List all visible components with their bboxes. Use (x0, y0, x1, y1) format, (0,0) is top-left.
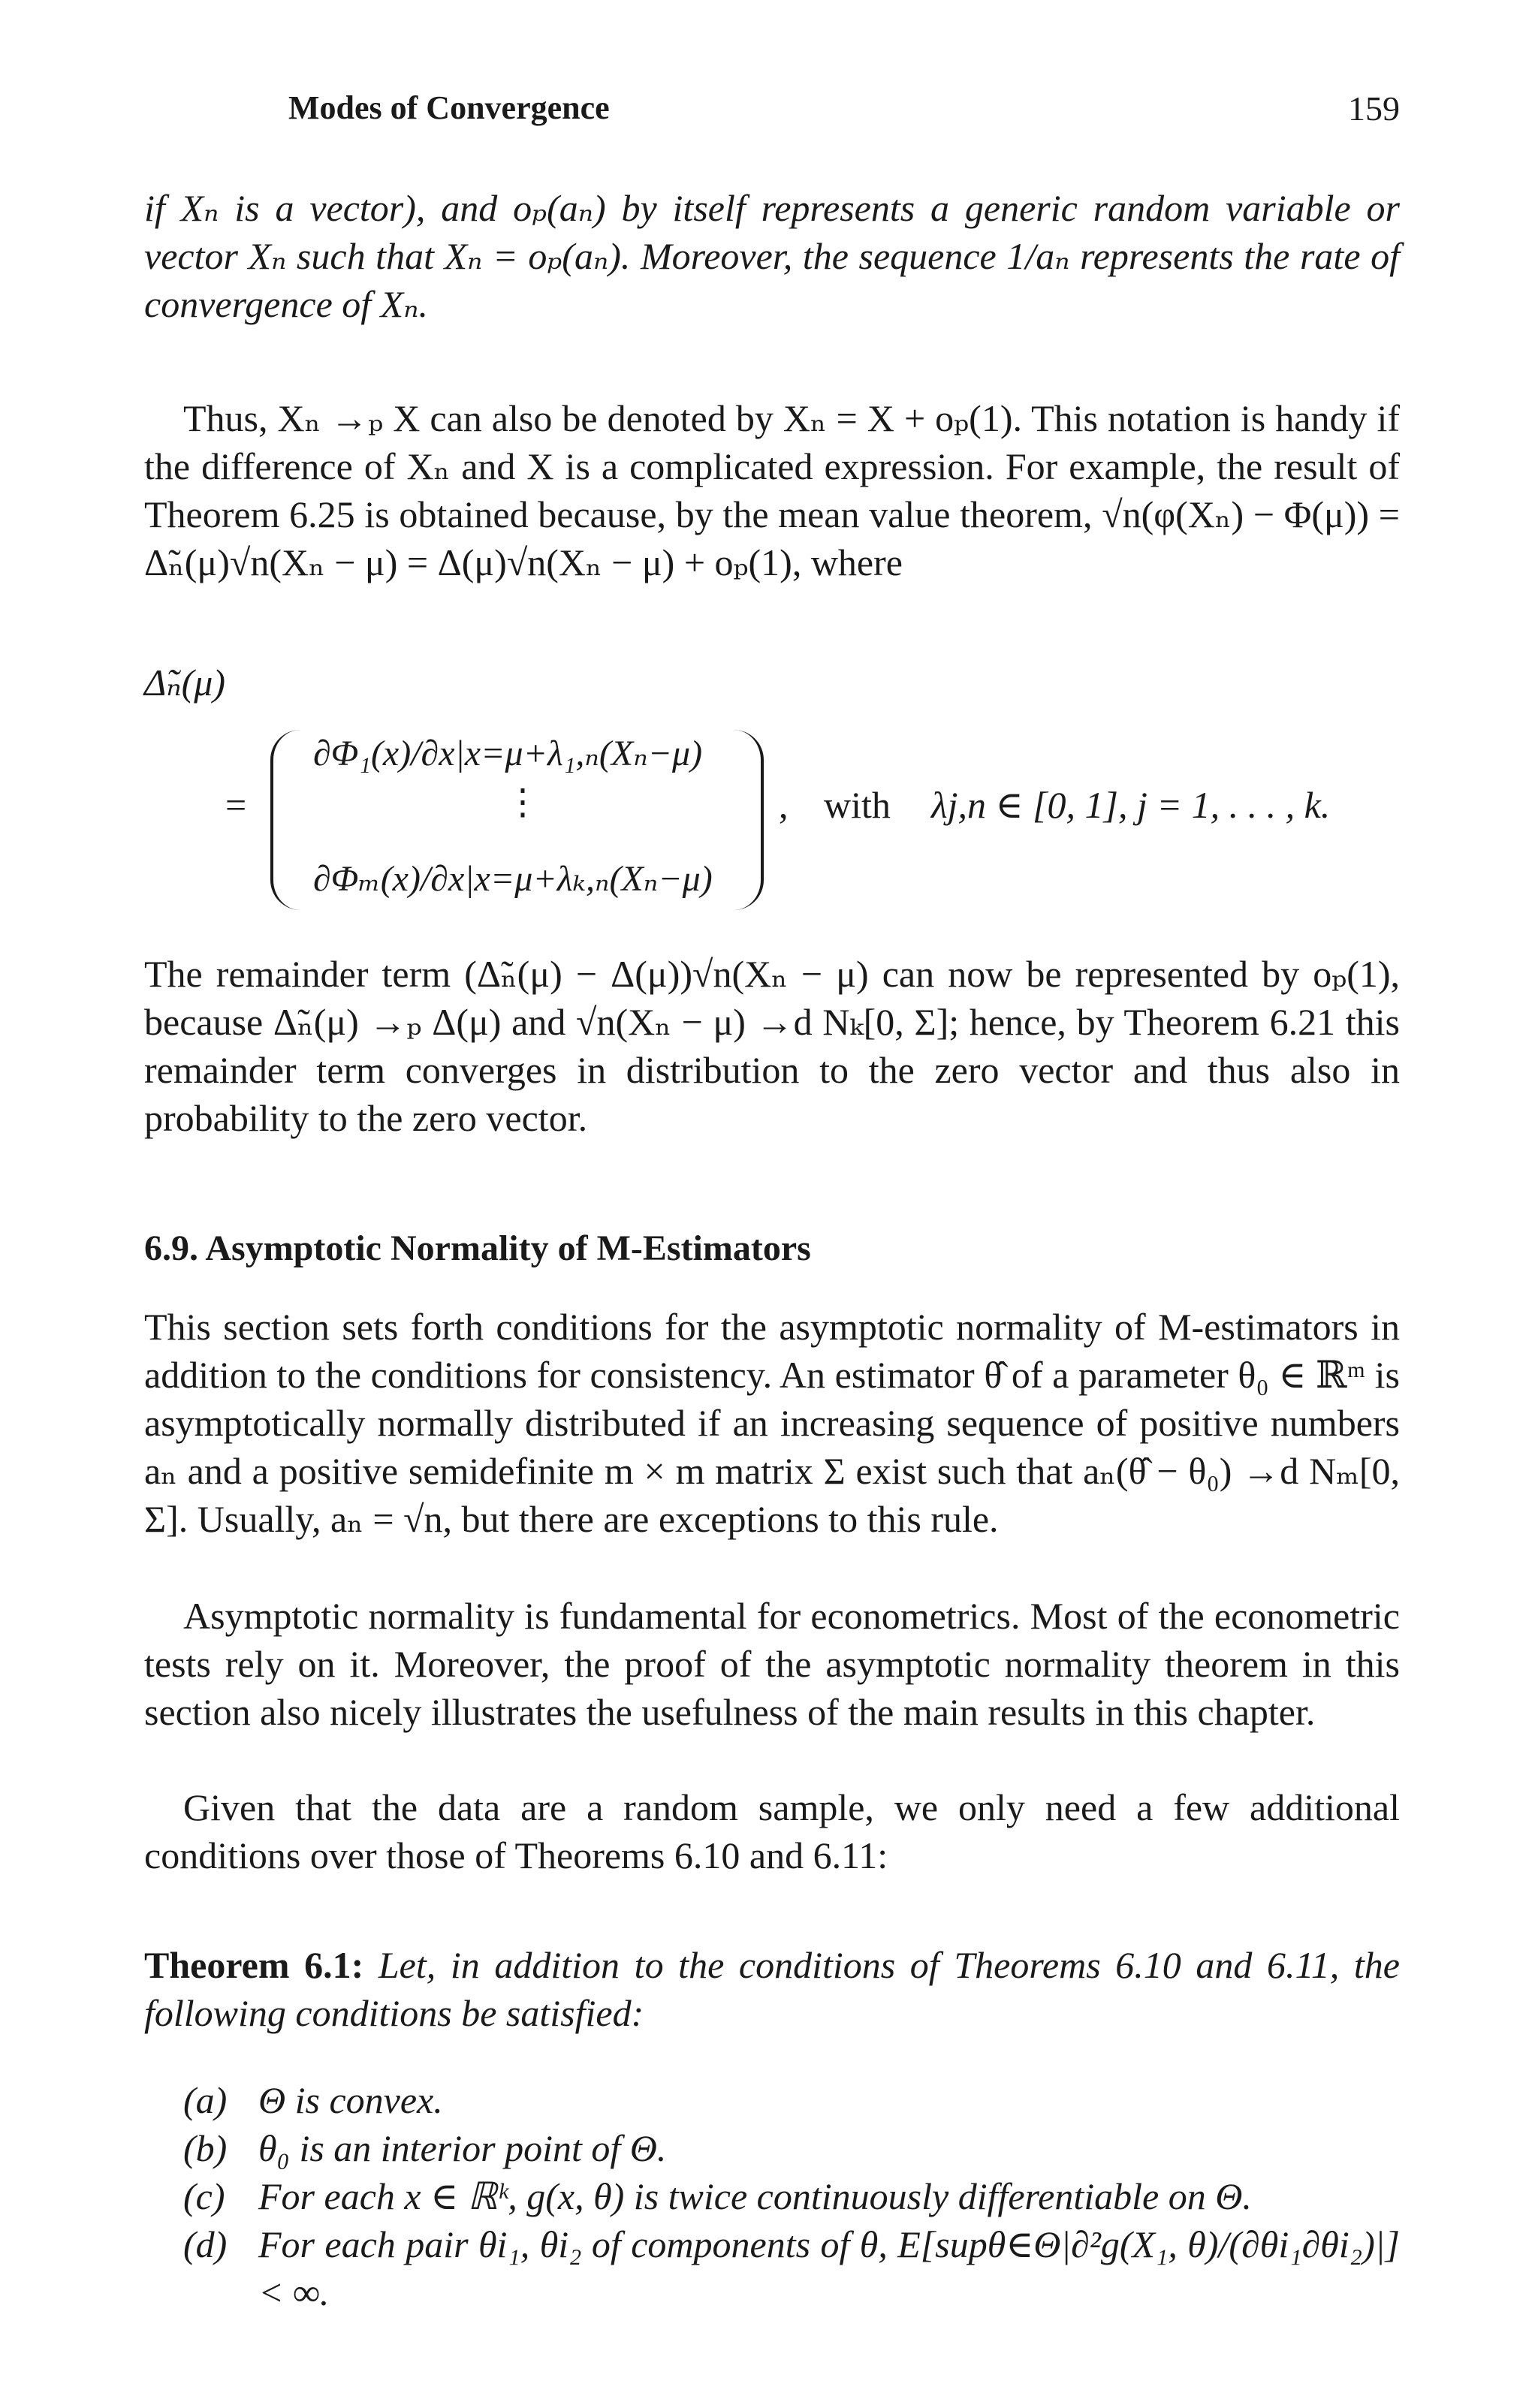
equation-equals: = (225, 784, 247, 826)
matrix-row-1: ∂Φ₁(x)/∂x|x=μ+λ₁,ₙ(Xₙ−μ) (313, 734, 703, 773)
condition-text: θ₀ is an interior point of Θ. (258, 2127, 667, 2169)
equation-with: with (824, 784, 891, 826)
paragraph-definition-end: if Xₙ is a vector), and oₚ(aₙ) by itself represents a generic random variable or vector Xₙ such that Xₙ = oₚ(aₙ). Moreover, the sequence 1/aₙ represents the rate of convergence of Xₙ. (144, 187, 1400, 325)
matrix-row-3: ∂Φₘ(x)/∂x|x=μ+λₖ,ₙ(Xₙ−μ) (313, 859, 713, 899)
equation-delta-tilde (144, 661, 1400, 916)
list-item (183, 2076, 1400, 2124)
condition-tag: (a) (183, 2079, 228, 2121)
theorem-statement (144, 1941, 1400, 2037)
condition-tag: (b) (183, 2127, 228, 2169)
list-item (183, 2124, 1400, 2172)
paragraph-remainder: The remainder term (Δ̃ₙ(μ) − Δ(μ))√n(Xₙ − μ) can now be represented by oₚ(1), because Δ̃ₙ(μ) →ₚ Δ(μ) and √n(Xₙ − μ) →d Nₖ[0, Σ]; hence, by Theorem 6.21 this remainder term converges in distribution to the zero vector and thus also in probability to the zero vector. (144, 953, 1400, 1139)
condition-list (183, 2076, 1400, 2316)
page-number: 159 (1348, 89, 1400, 128)
running-head-title: Modes of Convergence (288, 89, 610, 126)
paragraph-notation: Thus, Xₙ →ₚ X can also be denoted by Xₙ = X + oₚ(1). This notation is handy if the difference of Xₙ and X is a complicated expression. For example, the result of Theorem 6.25 is obtained because, by the mean value theorem, √n(φ(Xₙ) − Φ(μ)) = Δ̃ₙ(μ)√n(Xₙ − μ) = Δ(μ)√n(Xₙ − μ) + oₚ(1), where (144, 397, 1400, 583)
right-paren (734, 730, 764, 910)
paragraph-asymptotic-normality: Asymptotic normality is fundamental for econometrics. Most of the econometric tests rely on it. Moreover, the proof of the asymptotic normality theorem in this section also nicely illustrates the usefulness of the main results in this chapter. (144, 1595, 1400, 1733)
theorem-text: Let, in addition to the conditions of Theorems 6.10 and 6.11, the following conditions be satisfied: (144, 1944, 1401, 2034)
left-paren (270, 730, 300, 910)
condition-text: For each pair θi₁, θi₂ of components of θ, E[supθ∈Θ|∂²g(X₁, θ)/(∂θi₁∂θi₂)|] < ∞. (258, 2223, 1400, 2313)
equation-comma: , (779, 784, 789, 826)
condition-text: For each x ∈ ℝᵏ, g(x, θ) is twice continuously differentiable on Θ. (258, 2175, 1252, 2217)
equation-condition: λj,n ∈ [0, 1], j = 1, . . . , k. (931, 784, 1331, 826)
condition-tag: (d) (183, 2223, 228, 2265)
matrix-vdots: ⋮ (505, 782, 541, 822)
condition-text: Θ is convex. (258, 2079, 443, 2121)
list-item (183, 2220, 1400, 2316)
section-heading: 6.9. Asymptotic Normality of M-Estimators (144, 1228, 811, 1268)
condition-tag: (c) (183, 2175, 225, 2217)
running-header (144, 89, 1400, 134)
equation-lhs: Δ̃ₙ(μ) (144, 662, 226, 704)
paragraph-section-intro: This section sets forth conditions for the asymptotic normality of M-estimators in addition to the conditions for consistency. An estimator θ̂ of a parameter θ₀ ∈ ℝᵐ is asymptotically normally distributed if an increasing sequence of positive numbers aₙ and a positive semidefinite m × m matrix Σ exist such that aₙ(θ̂ − θ₀) →d Nₘ[0, Σ]. Usually, aₙ = √n, but there are exceptions to this rule. (144, 1306, 1400, 1540)
list-item (183, 2172, 1400, 2220)
paragraph-random-sample: Given that the data are a random sample, we only need a few additional conditions over those of Theorems 6.10 and 6.11: (144, 1786, 1400, 1876)
theorem-label: Theorem 6.1: (144, 1944, 364, 1986)
